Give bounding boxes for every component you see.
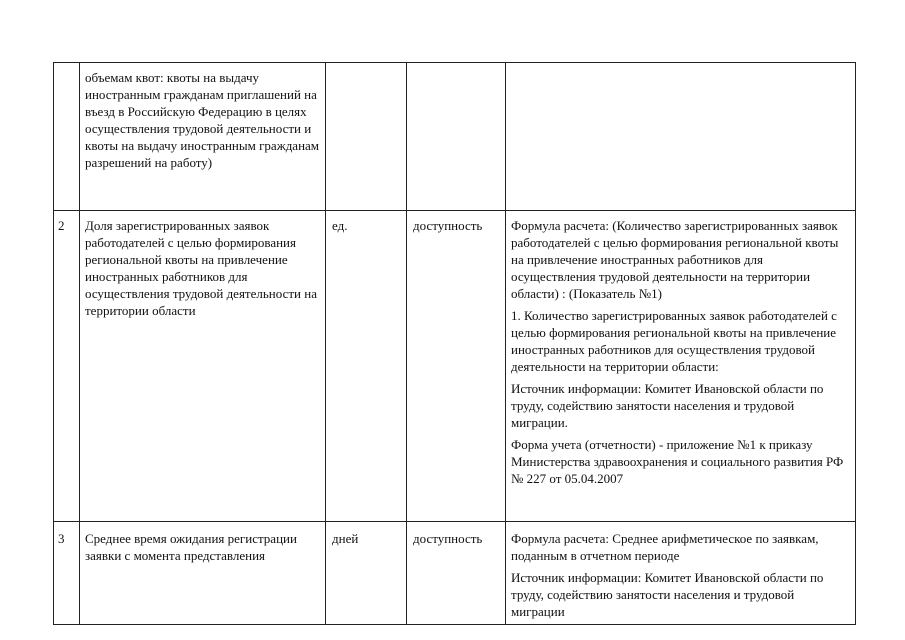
table-row-3 [54,522,856,625]
unit-of-measure [326,63,407,211]
method-source: Источник информации: Комитет Ивановской области по труду, содействию занятости населения и трудовой миграции [511,570,824,619]
indicator-name: Среднее время ожидания регистрации заявки с момента представления [80,522,326,625]
indicator-name: Доля зарегистрированных заявок работодателей с целью формирования региональной квоты на привлечение иностранных работников для осуществления трудовой деятельности на территории области [80,211,326,522]
calculation-method [506,522,856,625]
calculation-method [506,211,856,522]
unit-of-measure: дней [326,522,407,625]
row-number [54,63,80,211]
row-number: 3 [54,522,80,625]
indicator-type: доступность [407,522,506,625]
table-row-continuation [54,63,856,211]
unit-of-measure: ед. [326,211,407,522]
calculation-method [506,63,856,211]
indicator-table [53,62,856,625]
table-row-2 [54,211,856,522]
method-component: 1. Количество зарегистрированных заявок работодателей с целью формирования региональной квоты на привлечение иностранных работников для осуществления трудовой деятельности на территории области: [511,308,837,374]
row-number: 2 [54,211,80,522]
method-reporting-form: Форма учета (отчетности) - приложение №1 к приказу Министерства здравоохранения и социального развития РФ № 227 от 05.04.2007 [511,437,844,486]
method-formula: Формула расчета: (Количество зарегистрированных заявок работодателей с целью формирования региональной квоты на привлечение иностранных работников для осуществления трудовой деятельности на территории области) : (Показатель №1) [511,218,839,301]
indicator-type [407,63,506,211]
indicator-name: объемам квот: квоты на выдачу иностранным гражданам приглашений на въезд в Российскую Федерацию в целях осуществления трудовой деятельности и квоты на выдачу иностранным гражданам разрешений на работу) [80,63,326,211]
indicator-type: доступность [407,211,506,522]
method-source: Источник информации: Комитет Ивановской области по труду, содействию занятости населения и трудовой миграции. [511,381,824,430]
method-formula: Формула расчета: Среднее арифметическое по заявкам, поданным в отчетном периоде [511,531,819,563]
